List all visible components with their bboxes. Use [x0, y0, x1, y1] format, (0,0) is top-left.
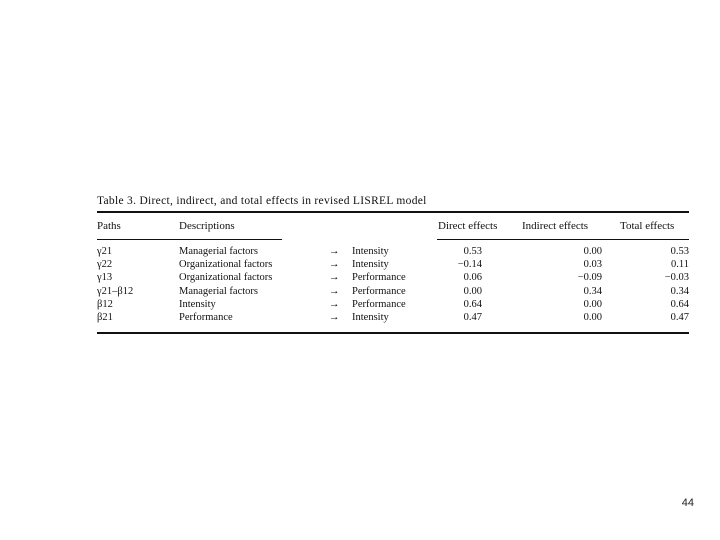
cell-total: 0.11: [671, 259, 689, 271]
table-row: [97, 298, 689, 311]
cell-arrow: →: [329, 285, 340, 297]
cell-indirect: 0.34: [583, 285, 602, 297]
cell-arrow: →: [329, 311, 340, 323]
bottom-rule: [97, 332, 689, 334]
table-row: [97, 258, 689, 271]
header-indirect-effects: Indirect effects: [522, 220, 589, 232]
header-paths: Paths: [97, 220, 121, 232]
cell-indirect: 0.03: [583, 259, 602, 271]
cell-path: γ21–β12: [97, 285, 134, 297]
cell-arrow: →: [329, 298, 340, 310]
cell-total: 0.64: [670, 298, 689, 310]
cell-total: 0.34: [670, 285, 689, 297]
cell-arrow: →: [329, 259, 340, 271]
cell-direct: 0.64: [463, 298, 482, 310]
table-body: [97, 241, 689, 332]
table-row: [97, 285, 689, 298]
table-header: [97, 213, 689, 241]
cell-indirect: −0.09: [577, 272, 602, 284]
cell-to: Intensity: [352, 246, 389, 257]
cell-path: γ21: [97, 246, 113, 257]
header-total-effects: Total effects: [620, 220, 675, 232]
cell-to: Performance: [352, 285, 406, 297]
cell-from: Managerial factors: [179, 285, 259, 297]
effects-table: [97, 195, 689, 334]
header-descriptions: Descriptions: [179, 220, 235, 232]
cell-path: γ22: [97, 259, 113, 271]
cell-total: 0.47: [670, 311, 689, 323]
cell-indirect: 0.00: [583, 246, 602, 257]
cell-direct: 0.47: [463, 311, 482, 323]
cell-arrow: →: [329, 246, 340, 257]
header-underline-left: [97, 239, 282, 240]
table-row: [97, 271, 689, 284]
table-row: [97, 311, 689, 324]
cell-path: β12: [97, 298, 113, 310]
cell-from: Intensity: [179, 298, 216, 310]
cell-indirect: 0.00: [583, 311, 602, 323]
cell-arrow: →: [329, 272, 340, 284]
cell-from: Organizational factors: [179, 259, 273, 271]
page-number: 44: [681, 497, 694, 509]
cell-to: Performance: [352, 298, 406, 310]
cell-to: Intensity: [352, 259, 389, 271]
cell-direct: 0.00: [463, 285, 482, 297]
cell-from: Organizational factors: [179, 272, 273, 284]
header-underline-right: [437, 239, 689, 240]
cell-direct: −0.14: [457, 259, 482, 271]
header-direct-effects: Direct effects: [438, 220, 498, 232]
cell-direct: 0.53: [463, 246, 482, 257]
table-row: [97, 245, 689, 258]
table-caption: Table 3. Direct, indirect, and total effects in revised LISREL model: [97, 195, 427, 207]
cell-from: Managerial factors: [179, 246, 259, 257]
cell-direct: 0.06: [463, 272, 482, 284]
cell-to: Intensity: [352, 311, 389, 323]
cell-total: −0.03: [664, 272, 689, 284]
cell-to: Performance: [352, 272, 406, 284]
cell-indirect: 0.00: [583, 298, 602, 310]
cell-path: γ13: [97, 272, 113, 284]
cell-total: 0.53: [670, 246, 689, 257]
cell-from: Performance: [179, 311, 233, 323]
cell-path: β21: [97, 311, 113, 323]
